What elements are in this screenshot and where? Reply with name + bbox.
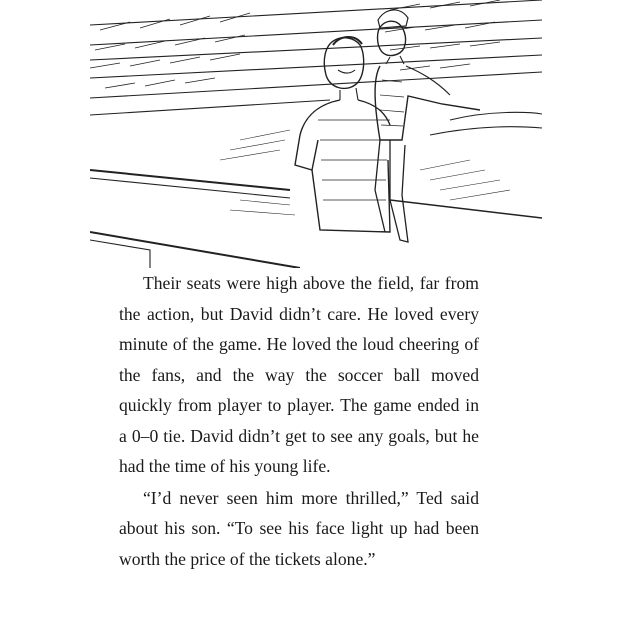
paragraph-quote: “I’d never seen him more thrilled,” Ted said about his son. “To see his face light up had been worth the price of the tickets alone.” — [119, 487, 479, 569]
stadium-sketch — [90, 0, 542, 268]
story-text — [119, 268, 479, 574]
paragraph-seats: Their seats were high above the field, far from the action, but David didn’t care. He loved every minute of the game. He loved the loud cheering of the fans, and the way the soccer ball moved quickly from player to player. The game ended in a 0–0 tie. David didn’t get to see any goals, but he had the time of his young life. — [119, 273, 479, 476]
stadium-illustration — [90, 0, 542, 268]
